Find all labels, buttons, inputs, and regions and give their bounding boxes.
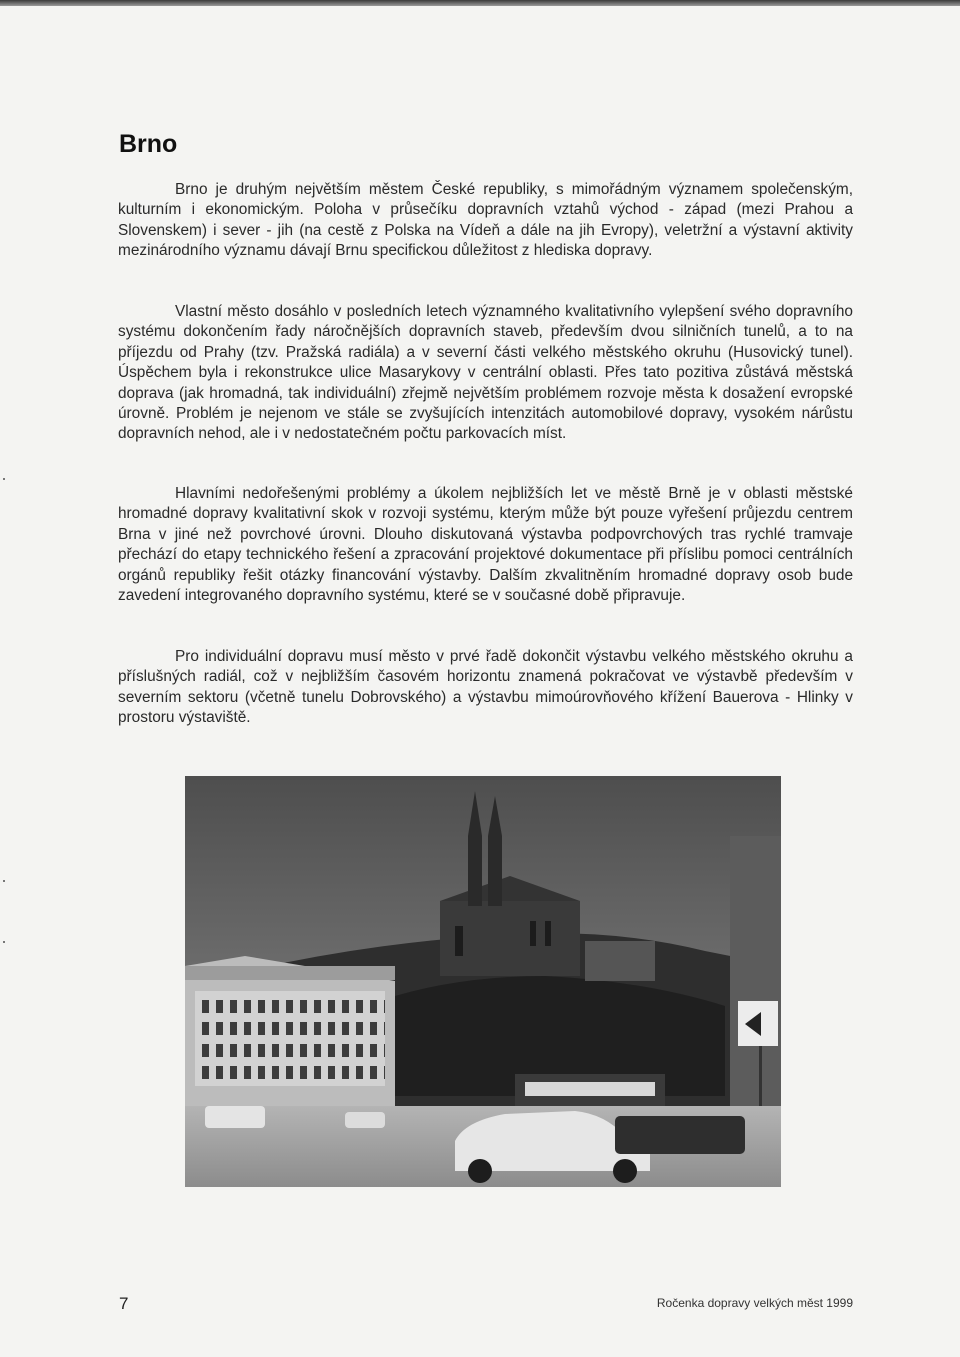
paragraph-text: Pro individuální dopravu musí město v prvé řadě dokončit výstavbu velkého městského okruhu a příslušných radiál, což v nejbližším časovém horizontu znamená pokračovat ve výstavbě především v severním sektoru (včetně tunelu Dobrovského) a výstavbu mimoúrovňového křížení Bauerova - Hlinky v prostoru výstaviště. (118, 648, 853, 727)
scan-mark (3, 880, 5, 882)
scan-top-border (0, 0, 960, 6)
page-title: Brno (119, 130, 178, 158)
paragraph (118, 180, 853, 262)
paragraph-text: Brno je druhým největším městem České republiky, s mimořádným významem společenským, kulturním i ekonomickým. Poloha v průsečíku dopravních vztahů východ - západ (mezi Prahou a Slovenskem) i sever - jih (na cestě z Polska na Vídeň a dále na jih Evropy), veletržní a výstavní aktivity mezinárodního významu dávají Brnu specifickou důležitost z hlediska dopravy. (118, 181, 853, 260)
scan-mark (3, 478, 5, 480)
paragraph (118, 647, 853, 729)
paragraph (118, 484, 853, 606)
paragraph-text: Hlavními nedořešenými problémy a úkolem nejbližších let ve městě Brně je v oblasti městské hromadné dopravy kvalitativní skok v rozvoji systému, kterým může být pouze vyřešení průjezdu centrem Brna v jiné než povrchové úrovni. Dlouho diskutovaná výstavba podpovrchových tras rychlé tramvaje přechází do etapy technického řešení a zpracování projektové dokumentace při příslibu pomoci centrálních orgánů republiky řešit otázky financování výstavby. Dalším zkvalitněním hromadné dopravy osob bude zavedení integrovaného dopravního systému, které se v současné době připravuje. (118, 485, 853, 605)
paragraph-text: Vlastní město dosáhlo v posledních letech významného kvalitativního vylepšení svého dopravního systému dokončením řady náročnějších dopravních staveb, především dvou silničních tunelů, a to na příjezdu od Prahy (tzv. Pražská radiála) a v severní části velkého městského okruhu (Husovický tunel). Úspěchem byla i rekonstrukce ulice Masarykovy v centrální oblasti. Přes tato pozitiva zůstává městská doprava (jak hromadná, tak individuální) zřejmě největším problémem rozvoje města k dosažení evropské úrovně. Problém je nejenom ve stále se zvyšujících intenzitách automobilové dopravy, vysokém nárůstu dopravních nehod, ale i v nedostatečném počtu parkovacích míst. (118, 303, 853, 443)
city-photo-illustration (185, 776, 781, 1187)
scan-mark (3, 941, 5, 943)
page-number: 7 (119, 1294, 129, 1313)
city-photo (185, 776, 781, 1187)
publication-title: Ročenka dopravy velkých měst 1999 (656, 1296, 853, 1310)
paragraph (118, 302, 853, 445)
